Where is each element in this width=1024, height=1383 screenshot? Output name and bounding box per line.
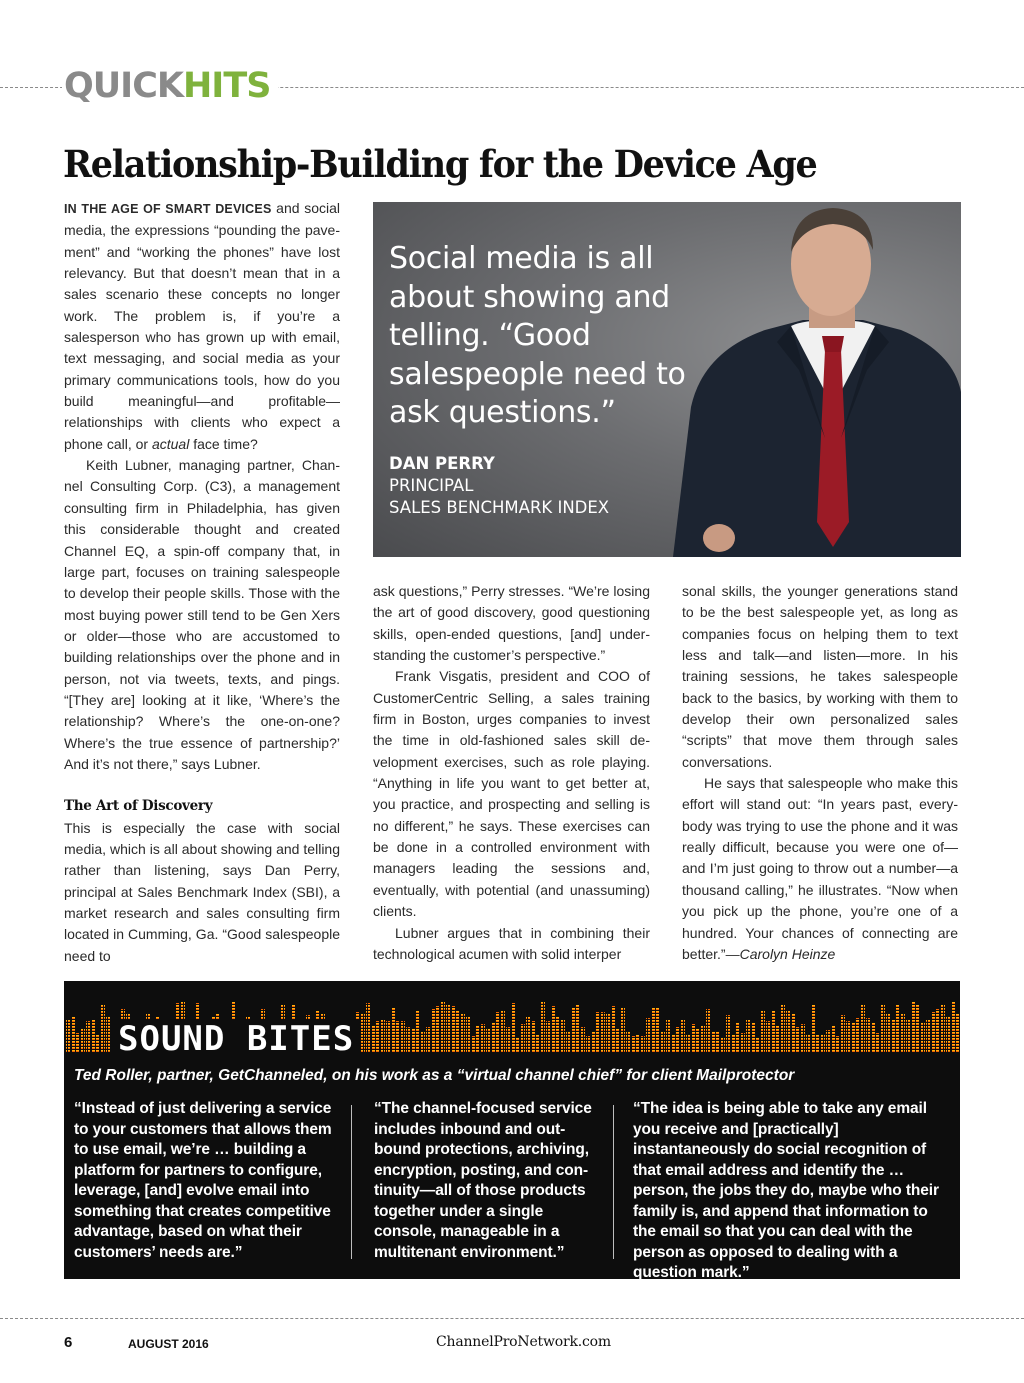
equalizer-bar (486, 1029, 490, 1053)
equalizer-bar (926, 1019, 930, 1053)
subhead: The Art of Discovery (64, 798, 213, 815)
equalizer-bar (906, 1020, 910, 1053)
equalizer-bar (451, 1006, 455, 1053)
equalizer-bar (921, 1022, 925, 1053)
equalizer-bar (546, 1021, 550, 1053)
equalizer-bar (891, 1019, 895, 1053)
equalizer-bar (681, 1019, 685, 1053)
equalizer-bar (756, 1037, 760, 1053)
paragraph-lubner-argues: Lubner argues that in combining their technological acumen with solid interper (373, 924, 650, 962)
equalizer-bar (766, 1021, 770, 1053)
equalizer-bar (371, 1025, 375, 1053)
paragraph-social: This is especially the case with social media, which is all about showing and telling rather than listening, says Dan Perry, principal at Sales Benchmark Index (SBI), a market research and sales consulting firm located in Cumming, Ga. “Good salespeople need to (64, 819, 340, 964)
equalizer-bar (601, 1012, 605, 1053)
equalizer-bar (771, 1010, 775, 1053)
equalizer-bar (776, 1025, 780, 1053)
equalizer-bar (781, 1004, 785, 1053)
equalizer-bar (806, 1034, 810, 1053)
equalizer-bar (416, 1010, 420, 1053)
equalizer-bar (436, 1006, 440, 1053)
equalizer-bar (106, 1016, 110, 1053)
paragraph-intro (64, 198, 340, 455)
equalizer-bar (701, 1026, 705, 1053)
equalizer-bar (426, 1027, 430, 1053)
equalizer-bar (691, 1024, 695, 1053)
sound-bite-quote-1: “Instead of just delivering a service to your customers that allows them to use email, we’re … building a platform for partners to configure, leverage, [and] evolve email into something that creates competitive advantage, based on what their customers’ needs are.” (74, 1100, 332, 1261)
equalizer-bar (411, 1028, 415, 1053)
equalizer-bar (786, 1011, 790, 1053)
equalizer-bar (841, 1015, 845, 1053)
equalizer-bar (711, 1032, 715, 1053)
equalizer-bar (581, 1027, 585, 1053)
equalizer-bar (496, 1012, 500, 1053)
equalizer-bar (626, 1031, 630, 1053)
sound-bite-quote-2: “The channel-focused service includes inbound and outbound protections, archiving, encryption, posting, and continuity—all of those products together under a single console, manageable in a multitenant environment.” (374, 1100, 592, 1261)
equalizer-bar (901, 1013, 905, 1053)
equalizer-bar (656, 1007, 660, 1053)
equalizer-bar (831, 1026, 835, 1053)
article-column-2 (373, 581, 650, 965)
equalizer-bar (461, 1014, 465, 1053)
equalizer-bar (671, 1035, 675, 1053)
equalizer-bar (566, 1032, 570, 1053)
pull-quote-attribution (389, 453, 609, 519)
page-number: 6 (64, 1334, 73, 1351)
issue-date: AUGUST 2016 (128, 1337, 209, 1351)
equalizer-bar (381, 1019, 385, 1053)
equalizer-bar (491, 1023, 495, 1053)
website-url: ChannelProNetwork.com (436, 1334, 611, 1350)
equalizer-bar (521, 1024, 525, 1053)
equalizer-bar (876, 1033, 880, 1053)
headline: Relationship-Building for the Device Age (63, 142, 817, 187)
equalizer-bar (916, 1005, 920, 1053)
equalizer-bar (941, 1004, 945, 1053)
paragraph-lubner: Keith Lubner, managing partner, Channel Consulting Corp. (C3), a management consulting firm in Philadelphia, has given this considerable thought and created Channel EQ, a spin-off company that, in large part, focuses on training salespeople to develop their people skills. Those with the most buying power still tend to be Gen Xers or older—those who are accustomed to building relationships over the phone and in person, not via tweets, texts, and pings. “[They are] looking at it like, ‘Where’s the relationship? Where’s the one-on-one? Where’s the true essence of partnership?’ And it’s not there,” says Lubner. (64, 457, 340, 772)
intro-end: face time? (189, 435, 258, 452)
equalizer-bar (861, 1004, 865, 1053)
equalizer-bar (836, 1036, 840, 1053)
intro-emphasis: actual (151, 435, 190, 452)
equalizer-bar (466, 1017, 470, 1053)
equalizer-bar (66, 1019, 70, 1053)
equalizer-bar (631, 1036, 635, 1053)
equalizer-bar (586, 1036, 590, 1053)
equalizer-bar (96, 1034, 100, 1053)
equalizer-bar (401, 1021, 405, 1053)
equalizer-bar (616, 1029, 620, 1053)
paragraph-perry: ask questions,” Perry stresses. “We’re losing the art of good discovery, good questioning skills, open-ended questions, [and] understanding the customer’s perspective.” (373, 583, 650, 664)
paragraph-skills: sonal skills, the younger generations stand to be the best salespeople yet, as long as companies focus on helping them to text less and talk—and listen—more. In his training sessions, he takes salespeople back to the basics, by working with them to develop their own personalized sales “scripts” that move them through sales conversations. (682, 583, 958, 770)
equalizer-bar (366, 1003, 370, 1053)
equalizer-bar (361, 1014, 365, 1053)
equalizer-bar (811, 1005, 815, 1053)
equalizer-bar (396, 1021, 400, 1053)
equalizer-bar (721, 1037, 725, 1053)
attribution-company: SALES BENCHMARK INDEX (389, 498, 610, 517)
sound-bites-title: SOUND BITES (112, 1019, 360, 1059)
equalizer-bar (871, 1022, 875, 1053)
equalizer-bar (646, 1018, 650, 1053)
equalizer-bar (376, 1021, 380, 1053)
paragraph-standout (682, 773, 958, 965)
equalizer-bar (506, 1027, 510, 1053)
equalizer-bar (741, 1033, 745, 1053)
section-label-hits: HITS (183, 66, 271, 106)
equalizer-bar (531, 1021, 535, 1053)
pullquote-photo (373, 202, 961, 557)
paragraph-visgatis: Frank Visgatis, president and COO of CustomerCentric Selling, a sales training firm in Boston, urges companies to invest the time in old-fashioned sales skill development exercises, such as role playing. “Anything in life you want to get better at, you practice, and prospecting and selling is no different,” he says. These exercises can be done in a controlled environment with managers leading the sessions and, eventually, with potential (and unassuming) clients. (373, 668, 650, 920)
lead-in: IN THE AGE OF SMART DEVICES (64, 202, 272, 216)
equalizer-bar (846, 1021, 850, 1053)
quote-divider (351, 1105, 352, 1259)
pull-quote-text: Social media is all about showing and telling. “Good salespeople need to ask questions.” (389, 241, 686, 430)
equalizer-bar (946, 1017, 950, 1053)
equalizer-bar (801, 1024, 805, 1053)
equalizer-bar (561, 1020, 565, 1053)
equalizer-bar (881, 1005, 885, 1053)
equalizer-bar (886, 1013, 890, 1053)
equalizer-bar (751, 1022, 755, 1053)
equalizer-bar (591, 1031, 595, 1053)
equalizer-bar (456, 1010, 460, 1053)
section-label (62, 64, 278, 108)
equalizer-bar (431, 1009, 435, 1053)
byline: —Carolyn Heinze (725, 945, 836, 962)
attribution-name: DAN PERRY (389, 454, 495, 473)
equalizer-bar (406, 1027, 410, 1053)
equalizer-bar (956, 1014, 960, 1053)
intro-text: and social media, the expressions “pounding the pavement” and “working the phones” have lost relevancy. But that doesn’t mean that in a sales scenario these concepts no longer work. The problem is, if you’re a salesperson who has grown up with email, text messaging, and social media as your primary communications tools, how do you build meaningful—and profitable—relationships with clients who expect a phone call, or (64, 200, 340, 452)
equalizer-bar (541, 1001, 545, 1053)
equalizer-bar (81, 1028, 85, 1053)
sound-bites-box (64, 981, 960, 1279)
equalizer-bar (421, 1032, 425, 1053)
section-label-quick: QUICK (64, 66, 184, 106)
equalizer-bar (596, 1012, 600, 1053)
standout-text: He says that salespeople who make this effort will stand out: “In years past, everybody was trying to use the phone and it was really difficult, because you were one of—and I’m just going to throw out a number—a thousand calling,” he illustrates. “Now when you pick up the phone, you’re one of a hundred. Your chances of connecting are better.” (682, 775, 958, 962)
equalizer-bar (896, 1004, 900, 1053)
equalizer-bar (736, 1022, 740, 1053)
equalizer-bar (651, 1007, 655, 1053)
article-column-1 (64, 198, 340, 967)
equalizer-bar (621, 1007, 625, 1053)
equalizer-bar (71, 1017, 75, 1053)
equalizer-bar (471, 1036, 475, 1053)
sound-bite-quote-3: “The idea is being able to take any email you receive and [practically] instantaneously do social recognition of that email address and identify the … person, the jobs they do, maybe who their family is, and append that information to the email so that you can deal with the person as opposed to dealing with a question mark.” (633, 1100, 939, 1281)
equalizer-bar (761, 1010, 765, 1053)
article-column-3 (682, 581, 958, 965)
equalizer-bar (686, 1035, 690, 1053)
equalizer-bar (526, 1016, 530, 1053)
equalizer-bar (706, 1009, 710, 1053)
equalizer-bar (826, 1030, 830, 1053)
equalizer-bar (731, 1034, 735, 1053)
equalizer-bar (796, 1027, 800, 1053)
equalizer-bar (716, 1031, 720, 1053)
equalizer-bar (696, 1029, 700, 1053)
equalizer-bar (816, 1034, 820, 1053)
equalizer-bar (951, 1001, 955, 1053)
equalizer-bar (661, 1032, 665, 1053)
equalizer-bar (866, 1018, 870, 1053)
equalizer-bar (386, 1021, 390, 1053)
equalizer-bar (791, 1014, 795, 1053)
equalizer-bar (726, 1015, 730, 1053)
equalizer-bar (676, 1027, 680, 1053)
sound-bites-intro: Ted Roller, partner, GetChanneled, on his work as a “virtual channel chief” for client Mailprotector (74, 1067, 795, 1084)
equalizer-bar (571, 1008, 575, 1053)
equalizer-bar (666, 1019, 670, 1053)
equalizer-bar (76, 1033, 80, 1053)
attribution-title: PRINCIPAL (389, 476, 474, 495)
equalizer-bar (441, 1002, 445, 1053)
equalizer-bar (576, 1005, 580, 1053)
equalizer-bar (611, 1006, 615, 1053)
equalizer-bar (101, 1005, 105, 1053)
equalizer-bar (851, 1023, 855, 1053)
equalizer-bar (551, 1006, 555, 1053)
equalizer-bar (501, 1010, 505, 1053)
equalizer-bar (821, 1035, 825, 1053)
equalizer-bar (516, 1037, 520, 1053)
quote-divider (613, 1105, 614, 1259)
equalizer-bar (556, 1016, 560, 1053)
equalizer-bar (511, 1003, 515, 1053)
equalizer-bar (936, 1009, 940, 1053)
equalizer-bar (481, 1024, 485, 1053)
equalizer-bar (641, 1036, 645, 1053)
equalizer-bar (536, 1034, 540, 1053)
bottom-rule (0, 1318, 1024, 1319)
equalizer-bar (606, 1013, 610, 1053)
equalizer-bar (91, 1019, 95, 1053)
equalizer-bar (931, 1012, 935, 1053)
equalizer-bar (856, 1018, 860, 1053)
equalizer-bar (446, 1004, 450, 1053)
equalizer-bar (476, 1025, 480, 1053)
equalizer-bar (636, 1034, 640, 1053)
equalizer-bar (746, 1020, 750, 1053)
equalizer-bar (391, 1007, 395, 1053)
equalizer-bar (86, 1021, 90, 1053)
equalizer-bar (911, 1002, 915, 1053)
